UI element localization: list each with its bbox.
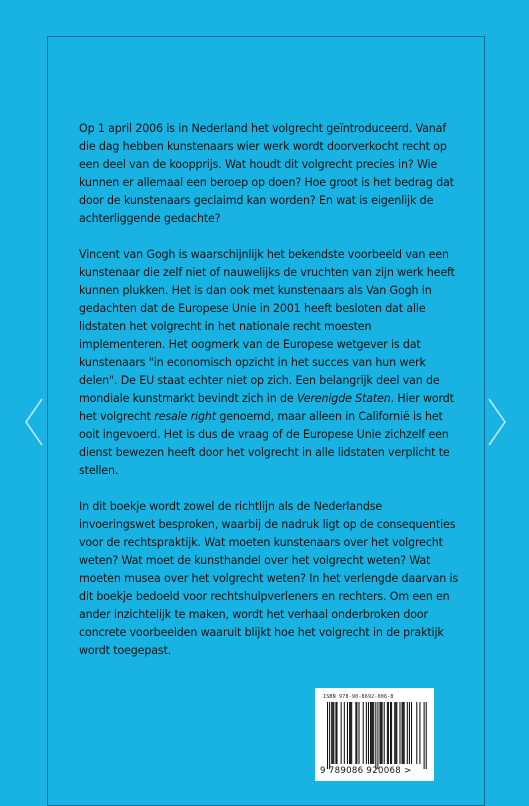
barcode-bar	[409, 702, 410, 764]
barcode-bar	[375, 702, 376, 769]
barcode-bar	[380, 702, 381, 764]
barcode-bar	[368, 702, 369, 764]
barcode-bar	[370, 702, 371, 764]
barcode-bar	[419, 702, 420, 764]
italic-resale-right: resale right	[154, 410, 216, 423]
barcode-bar	[373, 702, 374, 764]
barcode-bar	[341, 702, 342, 764]
barcode-bar	[327, 702, 328, 769]
barcode-bar	[390, 702, 391, 764]
barcode-bar	[356, 702, 357, 764]
paragraph-van-gogh-part-a: Vincent van Gogh is waarschijnlijk het bekendste voorbeeld van een kunstenaar die zelf niet of nauwelijks de vruchten van zijn werk heeft kunnen plukken. Het is dan ook met kunstenaars als Van Gogh in gedachten dat de Europese Unie in 2001 heeft besloten dat alle lidstaten het volgrecht in het nationale recht moesten implementeren. Het oogmerk van de Europese wetgever is dat kunstenaars "in economisch opzicht in het succes van hun werk delen". De EU staat echter niet op zich. Een belangrijk deel van de mondiale kunstmarkt bevindt zich in de	[79, 248, 455, 405]
next-page-button[interactable]	[486, 397, 508, 447]
barcode-bar	[395, 702, 396, 764]
italic-verenigde-staten: Verenigde Staten	[296, 392, 391, 405]
barcode-bar	[335, 702, 336, 764]
barcode-bar	[332, 702, 333, 764]
barcode-bar	[402, 702, 403, 764]
paragraph-intro: Op 1 april 2006 is in Nederland het volgrecht geïntroduceerd. Vanaf die dag hebben kunstenaars wier werk wordt doorverkocht recht op een deel van de koopprijs. Wat houdt dit volgrecht precies in? Wie kunnen er allemaal een beroep op doen? Hoe groot is het bedrag dat door de kunstenaars geclaimd kan worden? En wat is eigenlijk de achterliggende gedachte?	[79, 122, 454, 225]
previous-page-button[interactable]	[23, 397, 45, 447]
barcode-bar	[416, 702, 417, 764]
paragraph-van-gogh-part-b: . Hier wordt het volgrecht	[79, 392, 454, 423]
paragraph-booklet: In dit boekje wordt zowel de richtlijn als de Nederlandse invoeringswet besproken, waarbij de nadruk ligt op de consequenties voor de rechtspraktijk. Wat moeten kunstenaars over het volgrecht weten? Wat moet de kunsthandel over het volgrecht weten? Wat moeten musea over het volgrecht weten? In het verlengde daarvan is dit boekje bedoeld voor rechtshulpverleners en rechters. Om een en ander inzichtelijk te maken, wordt het verhaal onderbroken door concrete voorbeelden waaruit blijkt hoe het volgrecht in de praktijk wordt toegepast.	[79, 500, 459, 657]
barcode-bar	[382, 702, 383, 764]
barcode-bar	[336, 702, 337, 764]
barcode-bar	[377, 702, 378, 769]
barcode-bar	[331, 702, 332, 764]
paragraph-van-gogh-part-c: genoemd, maar alleen in Californië is het ooit ingevoerd. Het is dus de vraag of de Europese Unie zichzelf een dienst bewezen heeft door het volgrecht in alle lidstaten verplicht te stellen.	[79, 410, 450, 477]
barcode-bar	[426, 702, 427, 769]
barcode-bar	[381, 702, 382, 764]
barcode-bar	[344, 702, 345, 764]
barcode-bar	[372, 702, 373, 764]
barcode-bar	[371, 702, 372, 764]
barcode-bar	[350, 702, 351, 764]
barcode-area	[315, 688, 434, 781]
barcode-bar	[404, 702, 405, 764]
chevron-right-icon	[486, 397, 508, 447]
paragraph-van-gogh	[79, 246, 459, 480]
barcode-bar	[424, 702, 425, 769]
chevron-left-icon	[23, 397, 45, 447]
barcode-bar	[333, 702, 334, 764]
barcode-bar	[384, 702, 385, 764]
barcode-bar	[351, 702, 352, 764]
barcode-bar	[387, 702, 388, 764]
barcode-bar	[394, 702, 395, 764]
barcode-bar	[396, 702, 397, 764]
barcode-bar	[403, 702, 404, 764]
barcode-bar	[347, 702, 348, 764]
isbn-label: ISBN 978-90-8692-006-8	[323, 694, 394, 700]
barcode-bar	[329, 702, 330, 769]
barcode-bar	[388, 702, 389, 764]
back-cover-text	[79, 120, 459, 678]
barcode-bar	[363, 702, 364, 764]
barcode-bar	[355, 702, 356, 764]
barcode-bar	[366, 702, 367, 764]
barcode-bar	[349, 702, 350, 764]
barcode-bar	[411, 702, 412, 764]
barcode-bar	[391, 702, 392, 764]
barcode-bar	[399, 702, 400, 764]
barcode-digits: 9 789086 920068 >	[320, 766, 412, 776]
barcode-bar	[359, 702, 360, 764]
barcode-bar	[407, 702, 408, 764]
